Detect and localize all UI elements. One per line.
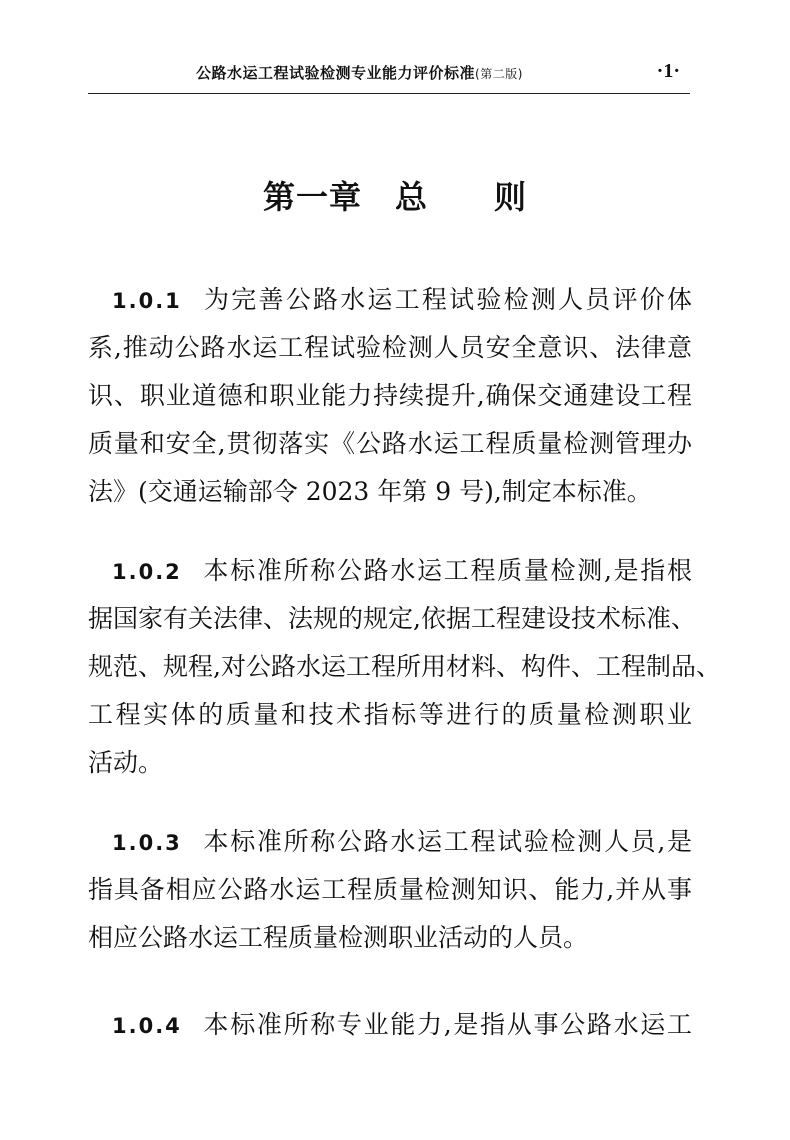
clause-line: 据国家有关法律、法规的规定,依据工程建设技术标准、 [88, 604, 696, 633]
clause-text: 为完善公路水运工程试验检测人员评价体 [201, 285, 692, 314]
clause-line: 相应公路水运工程质量检测职业活动的人员。 [88, 923, 589, 952]
clause-text: 本标准所称专业能力,是指从事公路水运工 [201, 1010, 692, 1039]
clause-1-0-3 [88, 818, 692, 962]
clause-line: 系,推动公路水运工程试验检测人员安全意识、法律意 [88, 333, 692, 362]
chapter-title: 第一章 总 则 [262, 178, 527, 216]
header-title [196, 62, 523, 83]
running-header [88, 60, 690, 88]
clause-line [88, 1001, 692, 1049]
clause-1-0-4 [88, 1001, 692, 1049]
clause-text: 本标准所称公路水运工程试验检测人员,是 [201, 827, 692, 856]
clause-number: 1.0.1 [112, 289, 182, 313]
header-rule [88, 93, 690, 94]
clause-line: 识、职业道德和职业能力持续提升,确保交通建设工程 [88, 381, 692, 410]
page-number: ·1· [656, 60, 680, 82]
clause-line: 法》(交通运输部令 2023 年第 9 号),制定本标准。 [88, 477, 652, 506]
clause-1-0-1 [88, 276, 692, 516]
clause-text: 本标准所称公路水运工程质量检测,是指根 [201, 556, 692, 585]
clause-line: 工程实体的质量和技术指标等进行的质量检测职业 [88, 700, 692, 729]
header-title-text: 公路水运工程试验检测专业能力评价标准 [196, 64, 476, 82]
clause-line [88, 818, 692, 866]
clause-line [88, 547, 692, 595]
clause-line: 指具备相应公路水运工程质量检测知识、能力,并从事 [88, 875, 692, 904]
clause-number: 1.0.3 [112, 831, 182, 855]
clause-1-0-2 [88, 547, 721, 787]
clause-line: 活动。 [88, 748, 164, 777]
clause-line [88, 276, 692, 324]
header-edition: (第二版) [475, 67, 523, 81]
clause-line: 规范、规程,对公路水运工程所用材料、构件、工程制品、 [88, 652, 721, 681]
clause-line: 质量和安全,贯彻落实《公路水运工程质量检测管理办 [88, 429, 692, 458]
clause-number: 1.0.4 [112, 1014, 182, 1038]
clause-number: 1.0.2 [112, 560, 182, 584]
